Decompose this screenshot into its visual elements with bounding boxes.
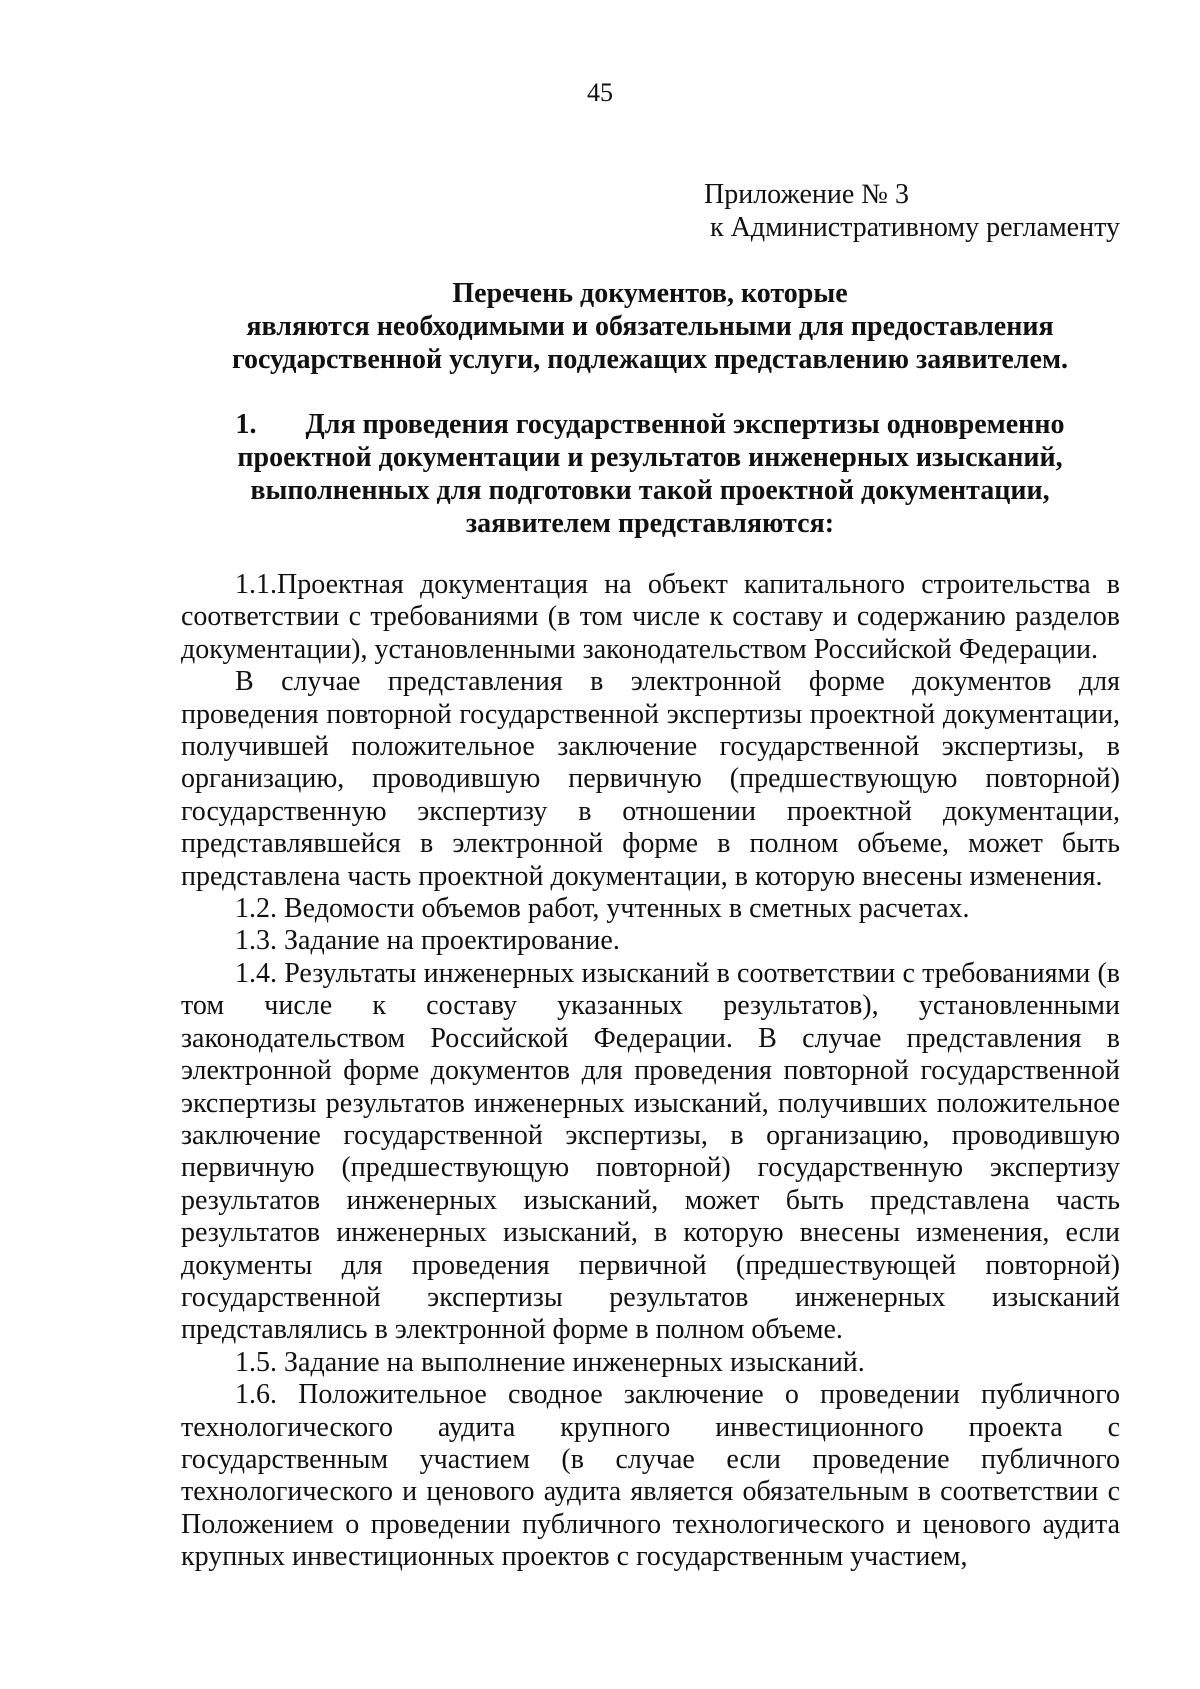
paragraph-1-2: 1.2. Ведомости объемов работ, учтенных в сметных расчетах. [235,893,970,925]
section-1-number: 1. [235,409,257,440]
paragraph-1-1-repeat-expertise: В случае представления в электронной форме документов для проведения повторной государственной экспертизы проектной документации, получившей положительное заключение государственной экспертизы, в организацию, проводившую первичную (предшествующую повторной) государственную экспертизу в отношении проектной документации, представлявшейся в электронной форме в полном объеме, может быть представлена часть проектной документации, в которую внесены изменения. [181,666,1120,892]
section-1-heading [200,408,1100,540]
appendix-number: Приложение № 3 [704,179,909,210]
paragraph-1-5: 1.5. Задание на выполнение инженерных изысканий. [235,1346,865,1378]
paragraph-1-4: 1.4. Результаты инженерных изысканий в соответствии с требованиями (в том числе к составу указанных результатов), установленными законодательством Российской Федерации. В случае представления в электронной форме документов для проведения повторной государственной экспертизы результатов инженерных изысканий, получивших положительное заключение государственной экспертизы, в организацию, проводившую первичную (предшествующую повторной) государственную экспертизу результатов инженерных изысканий, может быть представлена часть результатов инженерных изысканий, в которую внесены изменения, если документы для проведения первичной (предшествующей повторной) государственной экспертизы результатов инженерных изысканий представлялись в электронной форме в полном объеме. [181,957,1120,1346]
title-line-3: государственной услуги, подлежащих представлению заявителем. [231,344,1069,375]
section-1-line-1: Для проведения государственной экспертизы одновременно [305,409,1065,440]
appendix-reference: к Административному регламенту [710,212,1120,243]
document-title [180,277,1120,376]
section-1-line-3: выполненных для подготовки такой проектной документации, [250,475,1050,506]
title-line-2: являются необходимыми и обязательными для предоставления [246,311,1054,342]
title-line-1: Перечень документов, которые [452,278,848,309]
page-number: 45 [587,78,613,107]
section-1-line-4: заявителем представляются: [465,508,835,539]
document-body [181,569,1120,1574]
section-1-line-2: проектной документации и результатов инженерных изысканий, [237,442,1063,473]
paragraph-1-3: 1.3. Задание на проектирование. [235,925,620,957]
paragraph-1-1: 1.1.Проектная документация на объект капитального строительства в соответствии с требованиями (в том числе к составу и содержанию разделов документации), установленными законодательством Российской Федерации. [181,569,1120,665]
appendix-header [704,178,1164,244]
paragraph-1-6: 1.6. Положительное сводное заключение о проведении публичного технологического аудита крупного инвестиционного проекта с государственным участием (в случае если проведение публичного технологического и ценового аудита является обязательным в соответствии с Положением о проведении публичного технологического и ценового аудита крупных инвестиционных проектов с государственным участием, [181,1379,1120,1573]
